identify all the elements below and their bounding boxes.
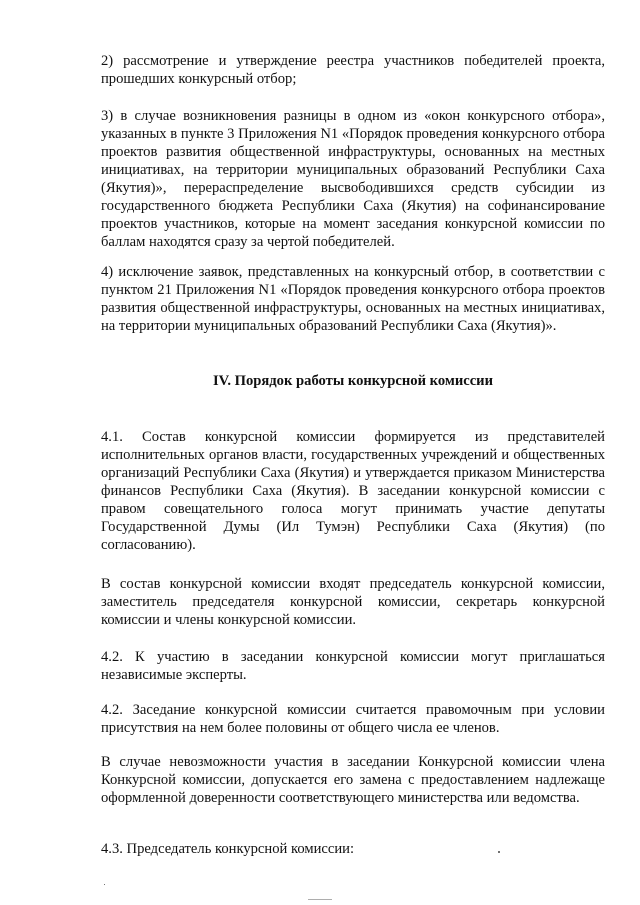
paragraph-item-3: 3) в случае возникновения разницы в одном из «окон конкурсного отбора», указанных в пункте 3 Приложения N1 «Порядок проведения конкурсного отбора проектов развития общественной инфраструктуры, основанных на местных инициативах, на территории муниципальных образований Республики Саха (Якутия)», перераспределение высвободившихся средств субсидии из государственного бюджета Республики Саха (Якутия) на софинансирование проектов участников, которые на момент заседания конкурсной комиссии по баллам находятся сразу за чертой победителей.	[101, 108, 605, 250]
paragraph-substitution: В случае невозможности участия в заседании Конкурсной комиссии члена Конкурсной комиссии, допускается его замена с предоставлением надлежаще оформленной доверенности соответствующего министерства или ведомства.	[101, 754, 605, 806]
paragraph-item-4: 4) исключение заявок, представленных на конкурсный отбор, в соответствии с пунктом 21 Приложения N1 «Порядок проведения конкурсного отбора проектов развития общественной инфраструктуры, основанных на местных инициативах, на территории муниципальных образований Республики Саха (Якутия)».	[101, 264, 605, 334]
paragraph-4-2-quorum: 4.2. Заседание конкурсной комиссии считается правомочным при условии присутствия на нем более половины от общего числа ее членов.	[101, 702, 605, 736]
paragraph-commission-composition: В состав конкурсной комиссии входят председатель конкурсной комиссии, заместитель председателя конкурсной комиссии, секретарь конкурсной комиссии и члены конкурсной комиссии.	[101, 576, 605, 628]
paragraph-4-2-experts: 4.2. К участию в заседании конкурсной комиссии могут приглашаться независимые эксперты.	[101, 649, 605, 683]
paragraph-4-3-chairman: 4.3. Председатель конкурсной комиссии:	[101, 841, 355, 857]
page-number-fragment	[308, 899, 332, 904]
section-heading: IV. Порядок работы конкурсной комиссии	[213, 373, 493, 389]
paragraph-4-1: 4.1. Состав конкурсной комиссии формируется из представителей исполнительных органов власти, государственных учреждений и общественных организаций Республики Саха (Якутия) и утверждается приказом Министерства финансов Республики Саха (Якутия). В заседании конкурсной комиссии с правом совещательного голоса могут принимать участие депутаты Государственной Думы (Ил Тумэн) Республики Саха (Якутия) (по согласованию).	[101, 429, 605, 553]
paragraph-item-2: 2) рассмотрение и утверждение реестра участников победителей проекта, прошедших конкурсный отбор;	[101, 53, 605, 87]
scan-speck	[104, 884, 105, 885]
scan-speck	[498, 851, 500, 853]
